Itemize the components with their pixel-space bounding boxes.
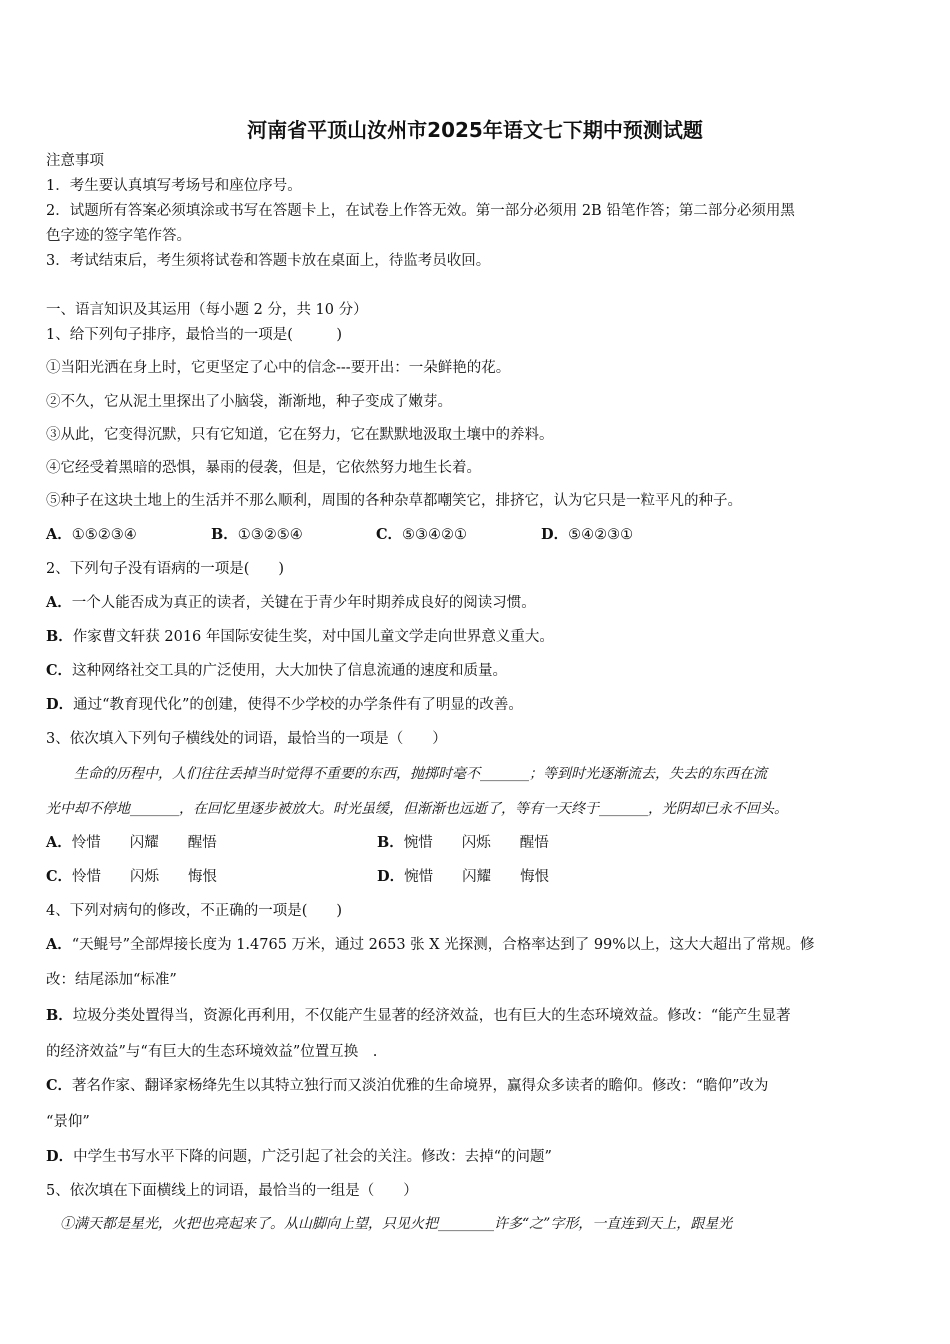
q3-options-row [46,833,549,853]
question-5-stem: 5、依次填在下面横线上的词语，最恰当的一组是（ ） [46,1183,418,1199]
question-4-stem: 4、下列对病句的修改，不正确的一项是( ) [46,903,343,919]
page-title: 河南省平顶山汝州市2025年语文七下期中预测试题 [247,118,703,142]
option-a: A．怜惜 闪耀 醒悟 [46,834,217,851]
question-3-stem: 3、依次填入下列句子横线处的词语，最恰当的一项是（ ） [46,731,447,747]
option-b: B．惋惜 闪烁 醒悟 [377,834,549,851]
q3-passage: 光中却不停地_______，在回忆里逐步被放大。时光虽缓，但渐渐也远逝了，等有一天终于_______，光阴却已永不回头。 [46,801,788,817]
notice-heading: 注意事项 [46,153,104,169]
q4-line: 的经济效益”与“有巨大的生态环境效益”位置互换 . [46,1044,378,1060]
q1-sentence: ⑤种子在这块土地上的生活并不那么顺利，周围的各种杂草都嘲笑它，排挤它，认为它只是一粒平凡的种子。 [46,493,742,509]
option-a: A．①⑤②③④ [46,526,137,543]
notice-item: 3．考试结束后，考生须将试卷和答题卡放在桌面上，待监考员收回。 [46,253,491,269]
q4-line: “景仰” [46,1114,90,1130]
question-1-stem: 1、给下列句子排序，最恰当的一项是( ) [46,327,343,343]
question-2-stem: 2、下列句子没有语病的一项是( ) [46,561,285,577]
q4-line: B．垃圾分类处置得当，资源化再利用，不仅能产生显著的经济效益，也有巨大的生态环境效益。修改：“能产生显著 [46,1007,791,1024]
notice-item: 1．考生要认真填写考场号和座位序号。 [46,178,302,194]
q2-option: B．作家曹文轩获 2016 年国际安徒生奖，对中国儿童文学走向世界意义重大。 [46,628,554,645]
notice-item: 2．试题所有答案必须填涂或书写在答题卡上，在试卷上作答无效。第一部分必须用 2B 铅笔作答；第二部分必须用黑 [46,203,795,219]
option-b: B．①③②⑤④ [211,526,303,543]
section-heading: 一、语言知识及其运用（每小题 2 分，共 10 分） [46,302,368,318]
q4-line: 改：结尾添加“标准” [46,972,177,988]
option-d: D．⑤④②③① [541,526,634,543]
q4-line: A．“天鲲号”全部焊接长度为 1.4765 万米，通过 2653 张 X 光探测，合格率达到了 99%以上，这大大超出了常规。修 [46,936,815,953]
q1-sentence: ④它经受着黑暗的恐惧，暴雨的侵袭，但是，它依然努力地生长着。 [46,460,481,476]
q4-line: D．中学生书写水平下降的问题，广泛引起了社会的关注。修改：去掉“的问题” [46,1148,552,1165]
q1-options [46,525,633,545]
q3-options-row [46,867,549,887]
q1-sentence: ③从此，它变得沉默，只有它知道，它在努力，它在默默地汲取土壤中的养料。 [46,427,554,443]
option-c: C．怜惜 闪烁 悔恨 [46,868,218,885]
q1-sentence: ①当阳光洒在身上时，它更坚定了心中的信念---要开出：一朵鲜艳的花。 [46,360,511,376]
notice-item: 色字迹的签字笔作答。 [46,228,191,244]
option-c: C．⑤③④②① [376,526,468,543]
q4-line: C．著名作家、翻译家杨绛先生以其特立独行而又淡泊优雅的生命境界，赢得众多读者的瞻仰。修改：“瞻仰”改为 [46,1077,769,1094]
q2-option: A．一个人能否成为真正的读者，关键在于青少年时期养成良好的阅读习惯。 [46,594,536,611]
q5-passage: ①满天都是星光，火把也亮起来了。从山脚向上望，只见火把________许多“之”字形，一直连到天上，跟星光 [46,1216,733,1232]
q2-option: C．这种网络社交工具的广泛使用，大大加快了信息流通的速度和质量。 [46,662,508,679]
q2-option: D．通过“教育现代化”的创建，使得不少学校的办学条件有了明显的改善。 [46,696,523,713]
option-d: D．惋惜 闪耀 悔恨 [377,868,550,885]
q1-sentence: ②不久，它从泥土里探出了小脑袋，渐渐地，种子变成了嫩芽。 [46,394,452,410]
q3-passage: 生命的历程中，人们往往丢掉当时觉得不重要的东西，抛掷时毫不_______；等到时光逐渐流去，失去的东西在流 [46,766,767,782]
